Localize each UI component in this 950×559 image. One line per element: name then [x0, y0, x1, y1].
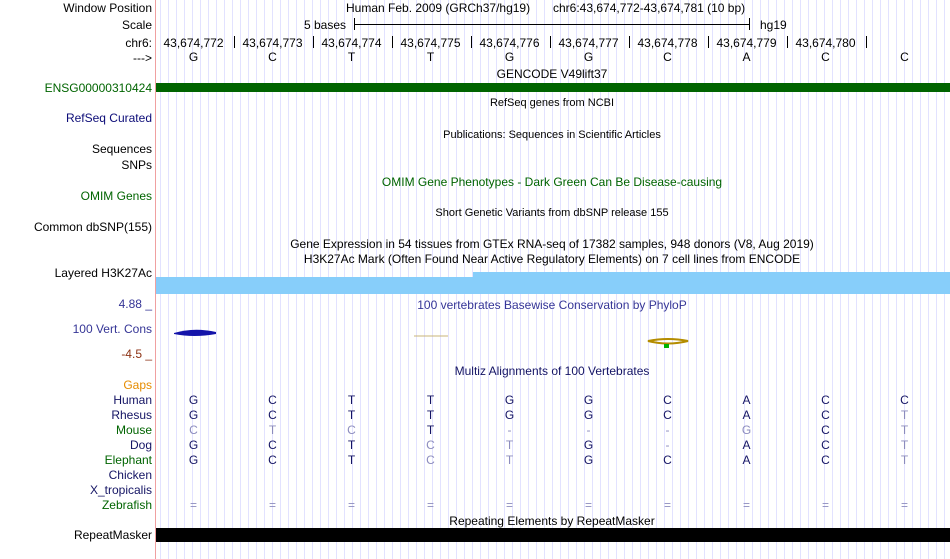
species-label[interactable]: Human [113, 393, 152, 407]
alignment-base: = [426, 498, 434, 512]
alignment-base: C [268, 453, 277, 467]
dbsnp-track-title: Short Genetic Variants from dbSNP release 155 [435, 207, 669, 219]
alignment-base: T [505, 438, 514, 452]
reference-base: G [504, 50, 515, 64]
alignment-base: T [347, 393, 356, 407]
scale-bar-right-tick [749, 18, 750, 30]
alignment-base: C [663, 408, 672, 422]
alignment-base: - [586, 423, 591, 437]
phylop-min-label: -4.5 _ [121, 347, 152, 361]
species-label[interactable]: Zebrafish [101, 498, 152, 512]
alignment-base: C [821, 423, 830, 437]
alignment-base: G [504, 408, 515, 422]
alignment-base: T [900, 408, 909, 422]
multiz-track-title: Multiz Alignments of 100 Vertebrates [454, 364, 650, 378]
h3k27ac-track-title: H3K27Ac Mark (Often Found Near Active Regulatory Elements) on 7 cell lines from ENCODE [303, 252, 801, 266]
species-label[interactable]: Dog [129, 438, 152, 452]
alignment-base: - [665, 423, 670, 437]
phylop-track-title: 100 vertebrates Basewise Conservation by PhyloP [417, 298, 687, 312]
window-position-label: Window Position [63, 1, 152, 15]
position-text: chr6:43,674,772-43,674,781 (10 bp) [553, 1, 746, 15]
track-label-column [0, 0, 156, 559]
browser-image-panel[interactable] [156, 0, 950, 559]
h3k27ac-signal[interactable] [156, 277, 950, 294]
repeatmasker-feature[interactable] [156, 528, 950, 542]
alignment-base: = [663, 498, 671, 512]
alignment-base: C [663, 453, 672, 467]
coordinate-tick [708, 36, 709, 48]
coordinate-label: 43,674,779 [716, 36, 777, 50]
alignment-base: - [665, 438, 670, 452]
coordinate-label: 43,674,780 [795, 36, 856, 50]
scale-bar [354, 24, 749, 25]
alignment-base: C [821, 393, 830, 407]
reference-base: A [742, 50, 751, 64]
alignment-base: C [426, 438, 435, 452]
alignment-base: T [347, 438, 356, 452]
alignment-base: C [268, 408, 277, 422]
alignment-base: G [583, 393, 594, 407]
alignment-base: C [900, 393, 909, 407]
alignment-base: T [268, 423, 277, 437]
phylop-max-label: 4.88 _ [118, 297, 152, 311]
alignment-base: G [188, 393, 199, 407]
strand-label: ---> [133, 51, 152, 65]
alignment-base: C [268, 438, 277, 452]
coordinate-tick [471, 36, 472, 48]
alignment-base: T [426, 423, 435, 437]
alignment-base: = [189, 498, 197, 512]
reference-base: C [821, 50, 830, 64]
common-dbsnp-label[interactable]: Common dbSNP(155) [33, 220, 152, 234]
sequences-label[interactable]: Sequences [91, 142, 152, 156]
coordinate-tick [866, 36, 867, 48]
chromosome-label: chr6: [125, 36, 152, 50]
layered-h3k27ac-label[interactable]: Layered H3K27Ac [54, 266, 152, 280]
coordinate-label: 43,674,776 [479, 36, 540, 50]
alignment-base: G [583, 438, 594, 452]
alignment-base: G [741, 423, 752, 437]
publications-track-title: Publications: Sequences in Scientific Articles [443, 129, 661, 141]
alignment-base: A [742, 408, 751, 422]
alignment-base: C [189, 423, 198, 437]
coordinate-tick [629, 36, 630, 48]
scale-label: Scale [121, 18, 152, 32]
gencode-track-title: GENCODE V49lift37 [496, 67, 608, 81]
alignment-base: T [900, 453, 909, 467]
gaps-label[interactable]: Gaps [123, 378, 152, 392]
alignment-base: C [347, 423, 356, 437]
refseq-curated-label[interactable]: RefSeq Curated [65, 111, 152, 125]
alignment-base: A [742, 438, 751, 452]
alignment-base: = [347, 498, 355, 512]
alignment-base: G [504, 393, 515, 407]
species-label[interactable]: X_tropicalis [89, 483, 152, 497]
assembly-title: Human Feb. 2009 (GRCh37/hg19) [346, 1, 531, 15]
alignment-base: T [426, 393, 435, 407]
alignment-base: G [188, 438, 199, 452]
alignment-base: T [347, 408, 356, 422]
coordinate-tick [787, 36, 788, 48]
alignment-base: = [584, 498, 592, 512]
alignment-base: = [742, 498, 750, 512]
alignment-base: G [583, 408, 594, 422]
refseq-track-title: RefSeq genes from NCBI [489, 97, 615, 109]
coordinate-tick [550, 36, 551, 48]
alignment-base: = [900, 498, 908, 512]
gencode-gene-label[interactable]: ENSG00000310424 [44, 81, 152, 95]
alignment-base: C [821, 438, 830, 452]
alignment-base: - [507, 423, 512, 437]
alignment-base: = [821, 498, 829, 512]
reference-base: C [663, 50, 672, 64]
snps-label[interactable]: SNPs [121, 158, 152, 172]
alignment-base: G [583, 453, 594, 467]
repeatmasker-track-title: Repeating Elements by RepeatMasker [449, 514, 655, 528]
coordinate-tick [313, 36, 314, 48]
coordinate-label: 43,674,778 [637, 36, 698, 50]
species-label[interactable]: Mouse [115, 423, 152, 437]
alignment-base: T [900, 438, 909, 452]
alignment-base: C [663, 393, 672, 407]
alignment-base: T [426, 408, 435, 422]
reference-base: T [426, 50, 435, 64]
reference-base: T [347, 50, 356, 64]
alignment-base: C [821, 453, 830, 467]
alignment-base: C [426, 453, 435, 467]
phylop-signal[interactable] [156, 320, 950, 360]
coordinate-tick [392, 36, 393, 48]
vert-cons-label[interactable]: 100 Vert. Cons [72, 322, 152, 336]
alignment-base: T [347, 453, 356, 467]
species-label[interactable]: Rhesus [111, 408, 152, 422]
coordinate-label: 43,674,774 [321, 36, 382, 50]
coordinate-tick [234, 36, 235, 48]
alignment-base: A [742, 393, 751, 407]
reference-base: C [268, 50, 277, 64]
scale-text: 5 bases [304, 18, 347, 32]
reference-base: C [900, 50, 909, 64]
alignment-base: = [268, 498, 276, 512]
alignment-base: C [268, 393, 277, 407]
phylop-peak-3 [648, 339, 688, 344]
alignment-base: G [188, 408, 199, 422]
omim-track-title: OMIM Gene Phenotypes - Dark Green Can Be Disease-causing [381, 175, 723, 189]
gencode-gene-feature[interactable] [156, 83, 950, 92]
phylop-peak-3-marker [664, 344, 669, 348]
coordinate-label: 43,674,773 [242, 36, 303, 50]
omim-genes-label[interactable]: OMIM Genes [80, 189, 152, 203]
species-label[interactable]: Elephant [104, 453, 152, 467]
alignment-base: A [742, 453, 751, 467]
reference-base: G [188, 50, 199, 64]
database-label: hg19 [760, 18, 787, 32]
coordinate-label: 43,674,777 [558, 36, 619, 50]
alignment-base: T [505, 453, 514, 467]
species-label[interactable]: Chicken [108, 468, 152, 482]
alignment-base: G [188, 453, 199, 467]
coordinate-label: 43,674,775 [400, 36, 461, 50]
reference-base: G [583, 50, 594, 64]
alignment-base: = [505, 498, 513, 512]
coordinate-label: 43,674,772 [163, 36, 224, 50]
alignment-base: C [821, 408, 830, 422]
repeatmasker-label[interactable]: RepeatMasker [73, 528, 152, 542]
gtex-track-title: Gene Expression in 54 tissues from GTEx RNA-seq of 17382 samples, 948 donors (V8, Aug 2019) [290, 237, 814, 251]
alignment-base: T [900, 423, 909, 437]
